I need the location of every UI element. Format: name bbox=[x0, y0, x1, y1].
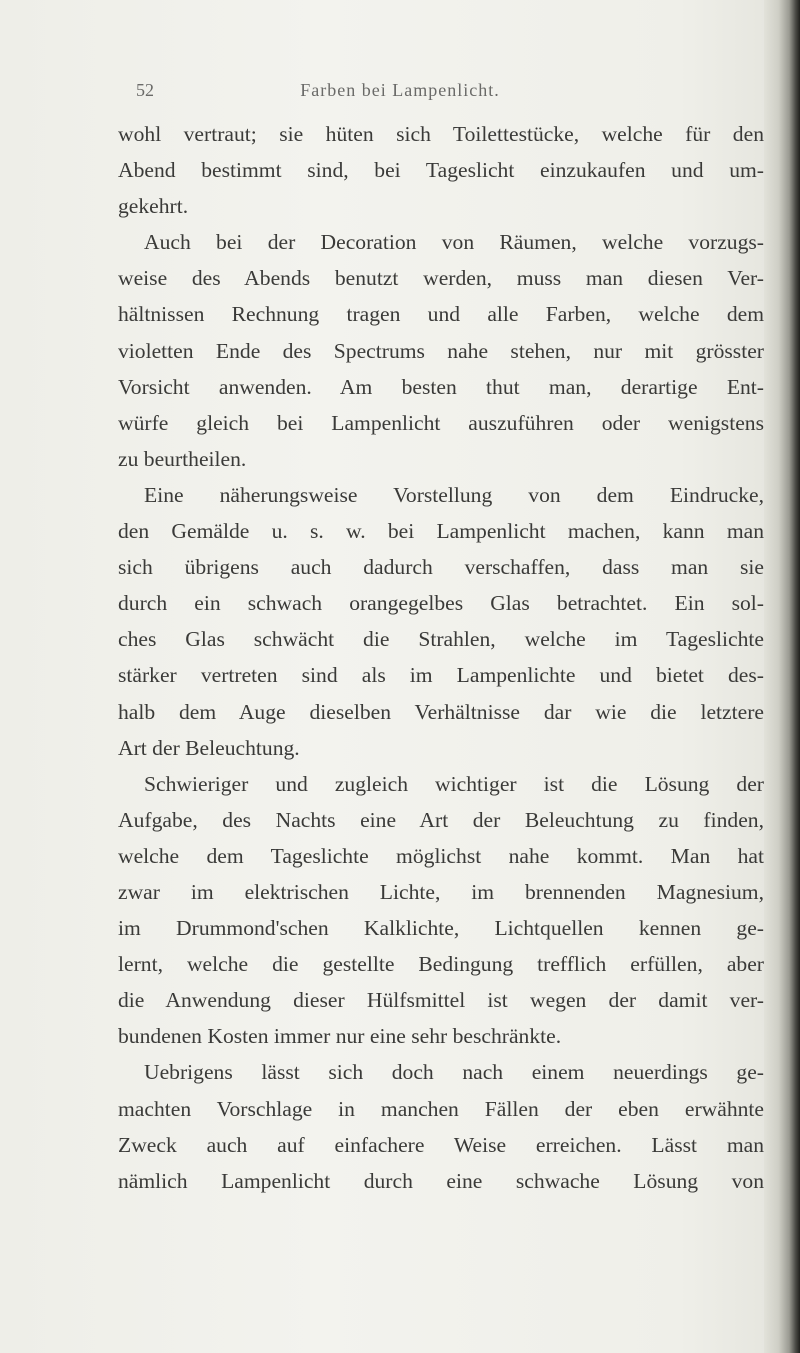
text-line: gekehrt. bbox=[118, 194, 189, 219]
text-line: zwar im elektrischen Lichte, im brennenden Magnesium, bbox=[118, 879, 764, 904]
text-line: zu beurtheilen. bbox=[118, 446, 247, 471]
text-line: bundenen Kosten immer nur eine sehr beschränkte. bbox=[118, 1024, 562, 1049]
text-line: Schwieriger und zugleich wichtiger ist die Lösung der bbox=[144, 771, 764, 796]
text-line: stärker vertreten sind als im Lampenlichte und bietet des- bbox=[118, 663, 764, 688]
text-line: halb dem Auge dieselben Verhältnisse dar wie die letztere bbox=[118, 699, 764, 724]
text-line: sich übrigens auch dadurch verschaffen, dass man sie bbox=[118, 555, 764, 580]
text-line: im Drummond'schen Kalklichte, Lichtquellen kennen ge- bbox=[118, 916, 764, 941]
text-line: den Gemälde u. s. w. bei Lampenlicht machen, kann man bbox=[118, 519, 764, 544]
text-line: Vorsicht anwenden. Am besten thut man, derartige Ent- bbox=[118, 374, 764, 399]
text-line: ches Glas schwächt die Strahlen, welche im Tageslichte bbox=[118, 627, 764, 652]
text-line: Auch bei der Decoration von Räumen, welche vorzugs- bbox=[144, 230, 764, 255]
text-line: machten Vorschlage in manchen Fällen der eben erwähnte bbox=[118, 1096, 764, 1121]
text-line: weise des Abends benutzt werden, muss man diesen Ver- bbox=[118, 266, 764, 291]
page-edge-shadow bbox=[764, 0, 800, 1353]
text-line: Aufgabe, des Nachts eine Art der Beleuchtung zu finden, bbox=[118, 807, 764, 832]
text-line: wohl vertraut; sie hüten sich Toilettestücke, welche für den bbox=[118, 122, 764, 146]
running-title: Farben bei Lampenlicht. bbox=[300, 80, 500, 100]
page-number: 52 bbox=[136, 80, 154, 100]
text-line: nämlich Lampenlicht durch eine schwache Lösung von bbox=[118, 1168, 764, 1193]
text-line: die Anwendung dieser Hülfsmittel ist wegen der damit ver- bbox=[118, 988, 764, 1013]
text-line: welche dem Tageslichte möglichst nahe kommt. Man hat bbox=[118, 843, 764, 868]
text-line: violetten Ende des Spectrums nahe stehen, nur mit grösster bbox=[118, 338, 764, 363]
text-line: Art der Beleuchtung. bbox=[118, 735, 300, 760]
body-text bbox=[118, 116, 764, 1199]
text-line: Zweck auch auf einfachere Weise erreichen. Lässt man bbox=[118, 1132, 764, 1157]
text-line: durch ein schwach orangegelbes Glas betrachtet. Ein sol- bbox=[118, 591, 764, 616]
text-line: Eine näherungsweise Vorstellung von dem Eindrucke, bbox=[144, 482, 764, 507]
text-line: würfe gleich bei Lampenlicht auszuführen oder wenigstens bbox=[118, 410, 764, 435]
text-line: lernt, welche die gestellte Bedingung trefflich erfüllen, aber bbox=[118, 952, 764, 977]
text-line: Uebrigens lässt sich doch nach einem neuerdings ge- bbox=[144, 1060, 764, 1085]
text-line: Abend bestimmt sind, bei Tageslicht einzukaufen und um- bbox=[118, 158, 764, 183]
text-line: hältnissen Rechnung tragen und alle Farben, welche dem bbox=[118, 302, 764, 327]
